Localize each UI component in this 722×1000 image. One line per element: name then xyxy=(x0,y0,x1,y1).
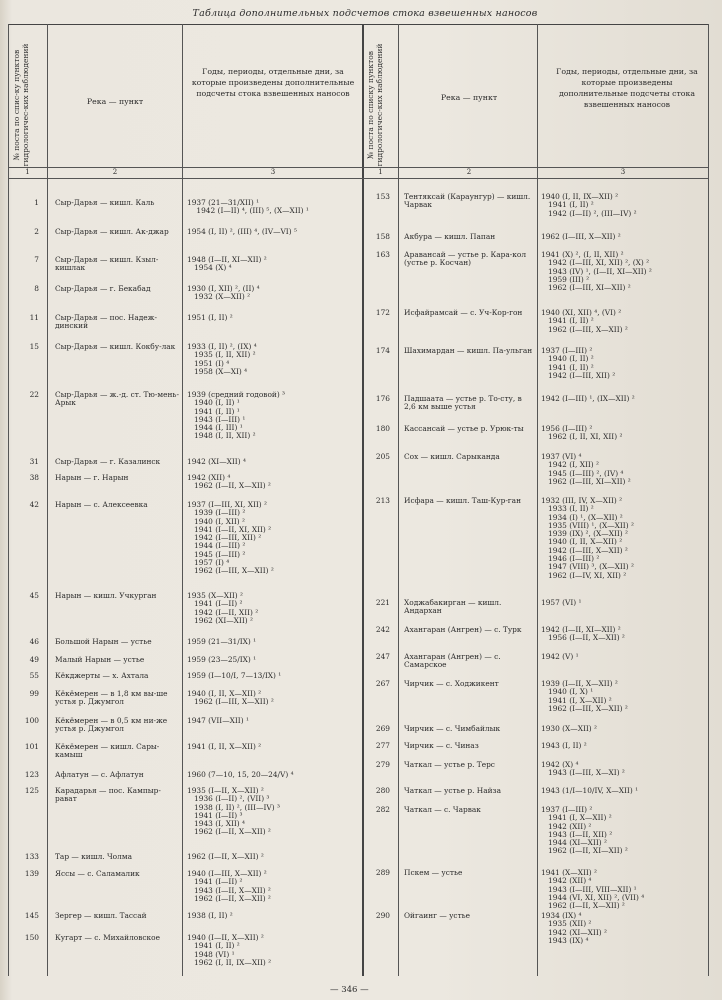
period-line: 1962 (I—II, X—XII) ² xyxy=(187,827,271,837)
period-line: 1933 (I, II) ², (IX) ⁴ xyxy=(187,342,257,351)
period-line: 1940 (I, XII) ² xyxy=(187,516,246,526)
post-number: 176 xyxy=(375,394,390,403)
header-river-right: Река — пункт xyxy=(440,93,498,102)
post-number: 163 xyxy=(375,250,390,259)
period-line: 1939 (средний годовой) ³ xyxy=(187,390,286,399)
post-number: 125 xyxy=(24,786,39,795)
periods-cell xyxy=(541,626,625,643)
post-number: 158 xyxy=(375,232,390,241)
period-line: 1930 (I, XII) ², (II) ⁴ xyxy=(187,284,260,293)
period-line: 1939 (I—III) ² xyxy=(187,508,246,518)
period-line: 1947 (VII—XII) ¹ xyxy=(187,716,249,725)
periods-cell xyxy=(541,787,638,795)
river-station: Тентяксай (Караунгур) — кишл. Чарвак xyxy=(404,192,531,210)
post-number: 7 xyxy=(34,255,39,264)
period-line: 1941 (I—II) ² xyxy=(187,599,243,609)
colnum-3-left: 3 xyxy=(270,168,276,176)
period-line: 1942 (I—III, XI, XII) ², (X) ² xyxy=(541,258,650,268)
period-line: 1940 (I—II, X—XII) ² xyxy=(187,933,264,942)
period-line: 1943 (IV) ¹, (I—II, XI—XII) ² xyxy=(541,266,652,276)
period-line: 1940 (I, II, IX—XII) ² xyxy=(541,192,619,201)
post-number: 1 xyxy=(34,198,39,207)
period-line: 1939 (IX) ², (X—XII) ² xyxy=(541,529,628,539)
periods-cell xyxy=(187,199,309,216)
period-line: 1959 (23—25/IX) ¹ xyxy=(187,655,257,664)
river-station: Исфайрамсай — с. Уч-Кор-гон xyxy=(404,308,523,317)
post-number: 221 xyxy=(375,598,390,607)
colnum-2-right: 2 xyxy=(466,168,472,176)
river-station: Тар — кишл. Чолма xyxy=(55,852,132,861)
periods-cell xyxy=(187,592,258,625)
period-line: 1942 (I—III, XII) ² xyxy=(541,370,616,380)
period-line: 1943 (I—III, X—XI) ² xyxy=(541,768,625,778)
period-line: 1945 (I—III) ² xyxy=(187,549,246,559)
river-station: Сыр-Дарья — кишл. Кзыл-кишлак xyxy=(55,255,159,273)
period-line: 1942 (I—II, XII) ² xyxy=(187,607,259,617)
period-line: 1962 (I—II, X—XII) ² xyxy=(187,481,271,491)
period-line: 1942 (I—III, X—XII) ² xyxy=(541,545,628,555)
river-station: Нарын — кишл. Учкурган xyxy=(55,591,157,600)
period-line: 1938 (I, II) ² xyxy=(187,911,233,920)
periods-cell xyxy=(541,453,631,486)
river-station: Сыр-Дарья — г. Казалинск xyxy=(55,457,161,466)
period-line: 1944 (VI, XI, XII) ², (VII) ⁴ xyxy=(541,892,645,902)
river-station: Нарын — с. Алексеевка xyxy=(55,500,148,509)
period-line: 1941 (I—II, XI, XII) ² xyxy=(187,524,272,534)
period-line: 1940 (I, X) ¹ xyxy=(541,687,594,697)
period-line: 1935 (X—XII) ² xyxy=(187,591,243,600)
period-line: 1942 (I—II) ⁴, (III) ⁵, (X—XII) ¹ xyxy=(187,206,309,216)
river-station: Сыр-Дарья — г. Бекабад xyxy=(55,284,151,293)
periods-cell xyxy=(187,771,294,779)
period-line: 1962 (I—II, X—XII) ² xyxy=(187,893,271,903)
post-number: 15 xyxy=(29,342,39,351)
period-line: 1942 (I—III, XII) ² xyxy=(187,533,262,543)
period-line: 1942 (XII) ⁴ xyxy=(541,876,592,886)
post-number: 42 xyxy=(29,500,39,509)
period-line: 1954 (X) ⁴ xyxy=(187,263,232,273)
period-line: 1937 (21—31/XII) ¹ xyxy=(187,198,260,207)
period-line: 1943 (IX) ⁴ xyxy=(541,935,589,945)
river-station: Сыр-Дарья — ж.-д. ст. Тю-мень-Арык xyxy=(55,390,179,408)
period-line: 1957 (I) ⁴ xyxy=(187,558,230,568)
periods-cell xyxy=(187,343,257,376)
river-station: Пскем — устье xyxy=(404,868,463,877)
river-station: Исфара — кишл. Таш-Кур-ган xyxy=(404,496,522,505)
period-line: 1948 (VI) ¹ xyxy=(187,949,235,959)
period-line: 1946 (I—III) ² xyxy=(541,554,600,564)
period-line: 1944 (I—III) ² xyxy=(187,541,246,551)
period-line: 1962 (I—III, X—XII) ² xyxy=(541,703,628,713)
river-station: Чирчик — с. Чиназ xyxy=(404,741,479,750)
period-line: 1942 (I—II) ², (III—IV) ² xyxy=(541,208,637,218)
periods-cell xyxy=(187,787,280,837)
page-title: Таблица дополнительных подсчетов стока взвешенных наносов xyxy=(192,8,538,19)
post-number: 247 xyxy=(375,652,390,661)
post-number: 282 xyxy=(375,805,390,814)
river-station: Кёкёмерен — в 1,8 км вы-ше устья р. Джумгол xyxy=(55,689,168,707)
river-station: Сыр-Дарья — пос. Надеж-динский xyxy=(55,313,157,331)
period-line: 1941 (I—II) ² xyxy=(187,877,243,887)
period-line: 1942 (I, XII) ² xyxy=(541,460,600,470)
periods-cell xyxy=(541,599,582,607)
periods-cell xyxy=(541,653,579,661)
period-line: 1947 (VIII) ³, (X—XII) ² xyxy=(541,562,634,572)
period-line: 1941 (I, X—XII) ² xyxy=(541,813,612,823)
river-station: Чаткал — с. Чарвак xyxy=(404,805,481,814)
colnum-1-left: 1 xyxy=(25,168,30,176)
post-number: 172 xyxy=(375,308,390,317)
periods-cell xyxy=(541,309,628,334)
river-station: Ахангаран (Ангрен) — с. Самарское xyxy=(404,652,501,670)
period-line: 1941 (I, X—XII) ² xyxy=(541,695,612,705)
period-line: 1942 (XI—XII) ⁴ xyxy=(187,457,246,466)
header-post-number-left: № поста по спис-ку пунктов гидрологичес-ких наблюдений xyxy=(12,43,30,167)
periods-cell xyxy=(187,870,271,903)
period-line: 1937 (I—III, XI, XII) ² xyxy=(187,500,267,509)
river-station: Чирчик — с. Ходжикент xyxy=(404,679,499,688)
river-station: Ходжабакирган — кишл. Андархан xyxy=(404,598,502,616)
period-line: 1962 (I—III, X—XII) ² xyxy=(541,232,621,241)
post-number: 38 xyxy=(29,473,39,482)
period-line: 1932 (III, IV, X—XII) ² xyxy=(541,496,623,505)
period-line: 1941 (I—II) ³ xyxy=(187,810,243,820)
period-line: 1945 (I—III) ², (IV) ⁴ xyxy=(541,468,624,478)
period-line: 1962 (I—III, X—XII) ² xyxy=(187,697,274,707)
period-line: 1958 (X—XI) ⁴ xyxy=(187,366,248,376)
river-station: Шахимардан — кишл. Па-ульган xyxy=(404,346,533,355)
period-line: 1935 (VIII) ¹, (X—XII) ² xyxy=(541,520,634,530)
periods-cell xyxy=(187,672,281,680)
period-line: 1959 (I—10/I, 7—13/IX) ¹ xyxy=(187,671,282,680)
river-station: Ойгаинг — устье xyxy=(404,911,471,920)
period-line: 1941 (I, II) ² xyxy=(541,362,594,372)
river-station: Ахангаран (Ангрен) — с. Турк xyxy=(404,625,522,634)
post-number: 139 xyxy=(24,869,39,878)
period-line: 1940 (I—III, X—XII) ² xyxy=(187,869,267,878)
period-line: 1957 (VI) ¹ xyxy=(541,598,582,607)
period-line: 1962 (I—III, XI—XII) ² xyxy=(541,283,631,293)
period-line: 1939 (I—II, X—XII) ² xyxy=(541,679,618,688)
period-line: 1937 (I—III) ² xyxy=(541,805,593,814)
post-number: 277 xyxy=(375,741,390,750)
post-number: 280 xyxy=(375,786,390,795)
period-line: 1942 (X) ⁴ xyxy=(541,760,579,769)
periods-cell xyxy=(541,761,625,778)
period-line: 1941 (I, II) ² xyxy=(541,316,594,326)
colnum-1-right: 1 xyxy=(378,168,383,176)
post-number: 153 xyxy=(375,192,390,201)
periods-cell xyxy=(187,474,271,491)
post-number: 269 xyxy=(375,724,390,733)
period-line: 1934 (I) ¹, (X—XII) ² xyxy=(541,512,623,522)
periods-cell xyxy=(541,806,628,856)
periods-cell xyxy=(187,314,233,322)
period-line: 1930 (X—XII) ² xyxy=(541,724,597,733)
period-line: 1948 (I—II, XI—XII) ² xyxy=(187,255,267,264)
period-line: 1956 (I—II, X—XII) ² xyxy=(541,633,625,643)
river-station: Сох — кишл. Сарыканда xyxy=(404,452,500,461)
periods-cell xyxy=(187,391,285,441)
periods-cell xyxy=(187,638,256,646)
river-station: Нарын — г. Нарын xyxy=(55,473,129,482)
period-line: 1933 (I, II) ² xyxy=(541,504,594,514)
period-line: 1960 (7—10, 15, 20—24/V) ⁴ xyxy=(187,770,294,779)
header-periods-right: Годы, периоды, отдельные дни, за которые произведены дополнительные подсчеты стока взвешенных наносов xyxy=(556,67,698,109)
period-line: 1954 (I, II) ², (III) ⁴, (IV—VI) ⁵ xyxy=(187,227,297,236)
post-number: 123 xyxy=(24,770,39,779)
colnum-2-left: 2 xyxy=(112,168,118,176)
colnum-rule xyxy=(8,178,708,179)
period-line: 1941 (I, II, X—XII) ² xyxy=(187,742,262,751)
period-line: 1962 (I—III, XI—XII) ² xyxy=(541,476,631,486)
post-number: 101 xyxy=(24,742,39,751)
period-line: 1943 (I—III, VIII—XII) ¹ xyxy=(541,884,637,894)
river-station: Кассансай — устье р. Урюк-ты xyxy=(404,424,524,433)
periods-cell xyxy=(541,233,621,241)
post-number: 49 xyxy=(29,655,39,664)
river-station: Яссы — с. Саламалик xyxy=(55,869,140,878)
period-line: 1937 (VI) ⁴ xyxy=(541,452,582,461)
period-line: 1956 (I—III) ² xyxy=(541,424,593,433)
period-line: 1934 (IX) ⁴ xyxy=(541,911,582,920)
river-station: Аравансай — устье р. Кара-кол (устье р. Косчан) xyxy=(404,250,527,268)
post-number: 290 xyxy=(375,911,390,920)
river-station: Падшаата — устье р. То-сту, в 2,6 км выше устья xyxy=(404,394,522,412)
period-line: 1932 (X—XII) ² xyxy=(187,292,251,302)
river-station: Кёкджерты — х. Ахтала xyxy=(55,671,149,680)
periods-cell xyxy=(541,725,597,733)
period-line: 1943 (I—II, XII) ² xyxy=(541,829,613,839)
post-number: 213 xyxy=(375,496,390,505)
periods-cell xyxy=(187,285,260,302)
period-line: 1962 (I—III, X—XII) ² xyxy=(541,324,628,334)
river-station: Сыр-Дарья — кишл. Ак-джар xyxy=(55,227,169,236)
post-number: 145 xyxy=(24,911,39,920)
period-line: 1940 (I, II, X—XII) ² xyxy=(187,689,262,698)
table-border-right xyxy=(708,24,709,976)
periods-cell xyxy=(187,690,274,707)
period-line: 1940 (I, II) ¹ xyxy=(187,398,240,408)
periods-cell xyxy=(187,934,271,967)
period-line: 1942 (XI—XII) ² xyxy=(541,927,607,937)
period-line: 1951 (I) ⁴ xyxy=(187,358,230,368)
period-line: 1935 (XII) ² xyxy=(541,919,592,929)
period-line: 1941 (X—XII) ² xyxy=(541,868,597,877)
river-station: Большой Нарын — устье xyxy=(55,637,152,646)
periods-cell xyxy=(541,347,615,380)
period-line: 1941 (X) ², (I, II, XII) ² xyxy=(541,250,624,259)
periods-cell xyxy=(541,497,634,580)
period-line: 1938 (I, II) ², (III—IV) ³ xyxy=(187,802,280,812)
post-number: 174 xyxy=(375,346,390,355)
river-station: Карадарья — пос. Кампыр-рават xyxy=(55,786,161,804)
post-number: 31 xyxy=(29,457,39,466)
header-river-left: Река — пункт xyxy=(86,97,144,106)
periods-cell xyxy=(541,912,607,945)
periods-cell xyxy=(187,256,267,273)
post-number: 242 xyxy=(375,625,390,634)
period-line: 1943 (I, XII) ⁴ xyxy=(187,819,246,829)
period-line: 1942 (XII) ² xyxy=(541,821,592,831)
post-number: 289 xyxy=(375,868,390,877)
river-station: Чаткал — устье р. Найза xyxy=(404,786,501,795)
period-line: 1951 (I, II) ² xyxy=(187,313,233,322)
period-line: 1962 (I—III, X—XII) ² xyxy=(187,566,274,576)
period-line: 1942 (V) ¹ xyxy=(541,652,579,661)
period-line: 1962 (I—II, X—XII) ² xyxy=(187,852,264,861)
river-station: Сыр-Дарья — кишл. Кокбу-лак xyxy=(55,342,176,351)
periods-cell xyxy=(187,717,249,725)
periods-cell xyxy=(541,742,587,750)
period-line: 1944 (I, III) ¹ xyxy=(187,423,243,433)
period-line: 1943 (I—II, X—XII) ² xyxy=(187,885,271,895)
period-line: 1940 (XI, XII) ⁴, (VI) ² xyxy=(541,308,622,317)
period-line: 1943 (I, II) ² xyxy=(541,741,587,750)
period-line: 1941 (I, II) ¹ xyxy=(187,406,240,416)
post-number: 55 xyxy=(29,671,39,680)
periods-cell xyxy=(187,912,233,920)
period-line: 1935 (I—II, X—XII) ² xyxy=(187,786,264,795)
period-line: 1935 (I, II, XII) ² xyxy=(187,350,256,360)
period-line: 1959 (21—31/IX) ¹ xyxy=(187,637,257,646)
period-line: 1941 (I, II) ² xyxy=(187,941,240,951)
period-line: 1936 (I—II) ², (VII) ³ xyxy=(187,794,270,804)
post-number: 11 xyxy=(29,313,39,322)
post-number: 22 xyxy=(29,390,39,399)
periods-cell xyxy=(187,228,297,236)
periods-cell xyxy=(187,853,264,861)
period-line: 1962 (XI—XII) ² xyxy=(187,615,253,625)
post-number: 279 xyxy=(375,760,390,769)
river-station: Кугарт — с. Михайловское xyxy=(55,933,160,942)
period-line: 1942 (I—III) ¹, (IX—XII) ² xyxy=(541,394,635,403)
period-line: 1942 (I—II, XI—XII) ² xyxy=(541,625,621,634)
period-line: 1948 (I, II, XII) ² xyxy=(187,431,256,441)
period-line: 1943 (I—III) ¹ xyxy=(187,414,246,424)
period-line: 1941 (I, II) ² xyxy=(541,200,594,210)
river-station: Сыр-Дарья — кишл. Каль xyxy=(55,198,155,207)
period-line: 1943 (1/I—10/IV, X—XII) ¹ xyxy=(541,786,639,795)
periods-cell xyxy=(541,251,652,292)
periods-cell xyxy=(187,656,256,664)
period-line: 1962 (I, II, IX—XII) ² xyxy=(187,957,272,967)
post-number: 267 xyxy=(375,679,390,688)
river-station: Зергер — кишл. Тассай xyxy=(55,911,147,920)
post-number: 205 xyxy=(375,452,390,461)
periods-cell xyxy=(541,680,628,713)
river-station: Кёкёмерен — кишл. Сары-камыш xyxy=(55,742,160,760)
periods-cell xyxy=(541,193,637,218)
post-number: 133 xyxy=(24,852,39,861)
river-station: Кёкёмерен — в 0,5 км ни-же устья р. Джумгол xyxy=(55,716,168,734)
post-number: 99 xyxy=(29,689,39,698)
period-line: 1942 (XII) ⁴ xyxy=(187,473,231,482)
river-station: Афлатун — с. Афлатун xyxy=(55,770,144,779)
periods-cell xyxy=(541,395,635,403)
post-number: 2 xyxy=(34,227,39,236)
colnum-3-right: 3 xyxy=(620,168,626,176)
title-rule xyxy=(8,24,708,25)
periods-cell xyxy=(541,869,644,910)
river-station: Акбура — кишл. Папан xyxy=(404,232,496,241)
post-number: 46 xyxy=(29,637,39,646)
period-line: 1959 (III) ² xyxy=(541,274,590,284)
page-number: — 346 — xyxy=(330,985,369,995)
post-number: 150 xyxy=(24,933,39,942)
period-line: 1962 (I—II, X—XII) ² xyxy=(541,901,625,911)
period-line: 1940 (I, II, X—XII) ² xyxy=(541,537,623,547)
river-station: Чирчик — с. Чимбайлык xyxy=(404,724,501,733)
period-line: 1937 (I—III) ² xyxy=(541,346,593,355)
post-number: 8 xyxy=(34,284,39,293)
period-line: 1962 (I—IV, XI, XII) ² xyxy=(541,570,627,580)
post-number: 100 xyxy=(24,716,39,725)
river-station: Малый Нарын — устье xyxy=(55,655,145,664)
river-station: Чаткал — устье р. Терс xyxy=(404,760,495,769)
periods-cell xyxy=(187,501,274,576)
periods-cell xyxy=(187,458,246,466)
periods-cell xyxy=(541,425,622,442)
header-periods-left: Годы, периоды, отдельные дни, за которые произведены дополнительные подсчеты стока взвешенных наносов xyxy=(191,67,355,98)
post-number: 180 xyxy=(375,424,390,433)
period-line: 1962 (I—II, XI—XII) ² xyxy=(541,846,628,856)
header-post-number-right: № поста по списку пунктов гидрологичес-ких наблюдений xyxy=(366,43,384,167)
period-line: 1944 (XI—XII) ² xyxy=(541,838,607,848)
period-line: 1940 (I, II) ² xyxy=(541,354,594,364)
period-line: 1962 (I, II, XI, XII) ² xyxy=(541,432,623,442)
periods-cell xyxy=(187,743,261,751)
post-number: 45 xyxy=(29,591,39,600)
